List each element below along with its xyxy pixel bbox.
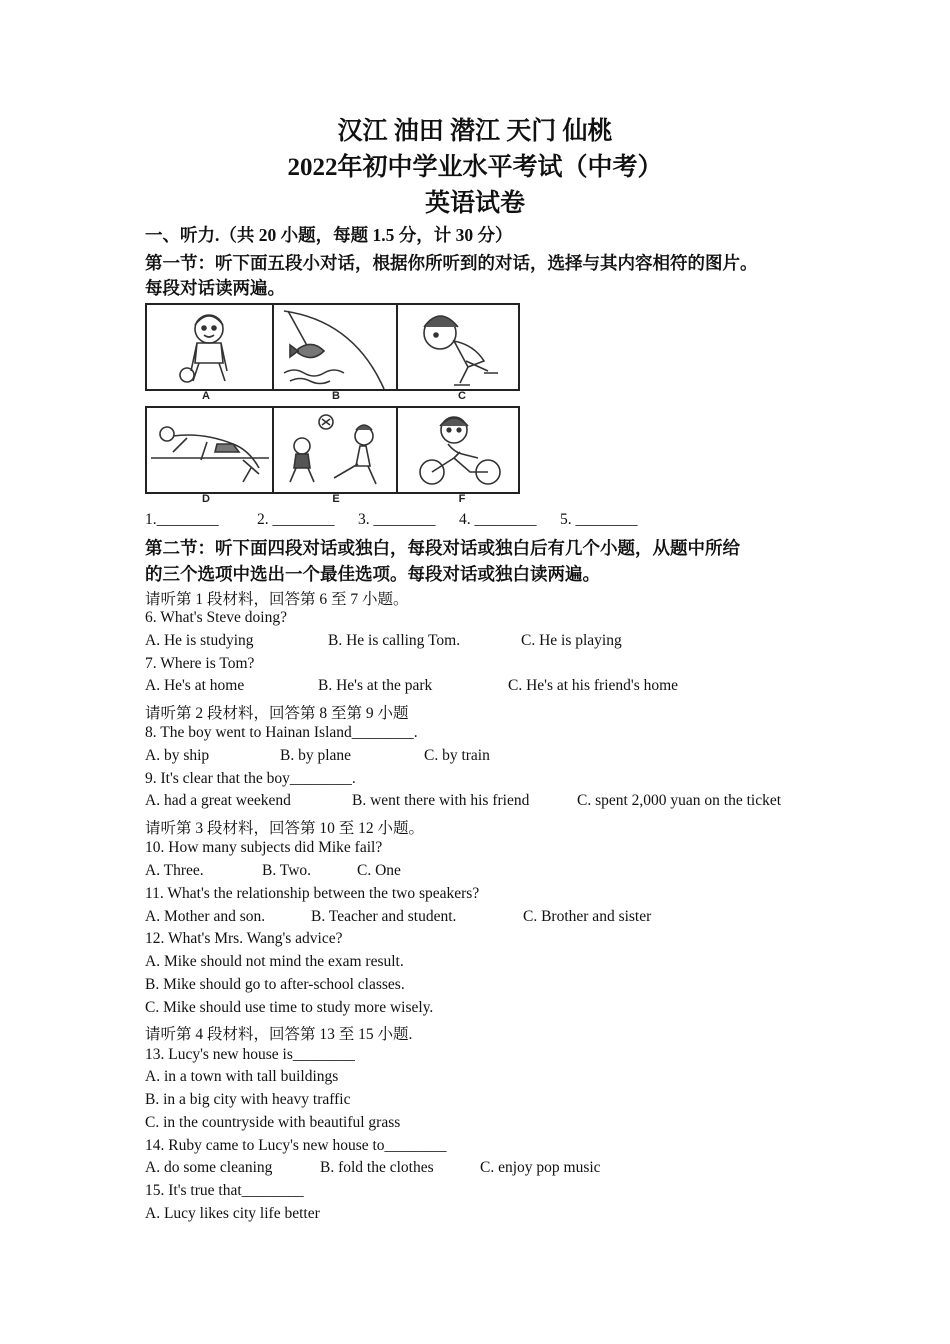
q8-option-b: B. by plane <box>280 747 352 764</box>
basketball-boy-icon <box>147 305 272 389</box>
q7-option-a: A. He's at home <box>145 677 245 694</box>
q7-option-b: B. He's at the park <box>318 677 433 694</box>
q9-option-b: B. went there with his friend <box>352 792 530 809</box>
q9-option-a: A. had a great weekend <box>145 792 291 809</box>
question-8: 8. The boy went to Hainan Island________. <box>145 724 418 741</box>
q6-option-b: B. He is calling Tom. <box>328 632 461 649</box>
picture-row-top <box>145 303 520 391</box>
q9-option-c: C. spent 2,000 yuan on the ticket <box>577 792 782 809</box>
question-14: 14. Ruby came to Lucy's new house to________ <box>145 1137 447 1154</box>
section1-instruction-line1: 第一节：听下面五段小对话，根据你所听到的对话，选择与其内容相符的图片。 <box>145 253 758 273</box>
picture-label-c: C <box>458 390 466 402</box>
q14-option-a: A. do some cleaning <box>145 1159 273 1176</box>
picture-label-a: A <box>202 390 210 402</box>
q11-option-b: B. Teacher and student. <box>311 908 457 925</box>
exam-region-title: 汉江 油田 潜江 天门 仙桃 <box>337 118 613 145</box>
part-title: 一、听力.（共 20 小题，每题 1.5 分，计 30 分） <box>145 225 513 245</box>
q14-option-b: B. fold the clothes <box>320 1159 434 1176</box>
question-7: 7. Where is Tom? <box>145 655 255 672</box>
q12-option-b: B. Mike should go to after-school classes. <box>145 976 405 993</box>
q6-option-c: C. He is playing <box>521 632 622 649</box>
picture-f <box>398 408 518 492</box>
skating-girl-icon <box>398 305 516 389</box>
material-1-instruction: 请听第 1 段材料，回答第 6 至 7 小题。 <box>145 591 409 608</box>
question-15: 15. It's true that________ <box>145 1182 304 1199</box>
cycling-girl-icon <box>398 408 516 492</box>
section2-instruction-line2: 的三个选项中选出一个最佳选项。每段对话或独白读两遍。 <box>145 564 600 584</box>
q10-option-c: C. One <box>357 862 401 879</box>
q11-option-a: A. Mother and son. <box>145 908 266 925</box>
q12-option-c: C. Mike should use time to study more wisely. <box>145 999 434 1016</box>
q15-option-a: A. Lucy likes city life better <box>145 1205 320 1222</box>
section2-instruction-line1: 第二节：听下面四段对话或独白，每段对话或独白后有几个小题，从题中所给 <box>145 538 740 558</box>
material-4-instruction: 请听第 4 段材料，回答第 13 至 15 小题. <box>145 1026 413 1043</box>
material-2-instruction: 请听第 2 段材料，回答第 8 至第 9 小题 <box>145 705 409 722</box>
q8-option-a: A. by ship <box>145 747 210 764</box>
q12-option-a: A. Mike should not mind the exam result. <box>145 953 404 970</box>
answer-blank-3: 3. ________ <box>358 511 436 528</box>
question-13: 13. Lucy's new house is________ <box>145 1046 355 1063</box>
picture-e <box>274 408 398 492</box>
q10-option-a: A. Three. <box>145 862 204 879</box>
picture-label-e: E <box>332 493 340 505</box>
q6-option-a: A. He is studying <box>145 632 254 649</box>
q10-option-b: B. Two. <box>262 862 312 879</box>
question-11: 11. What's the relationship between the two speakers? <box>145 885 480 902</box>
q11-option-c: C. Brother and sister <box>523 908 652 925</box>
picture-c <box>398 305 518 389</box>
picture-d <box>147 408 274 492</box>
soccer-kids-icon <box>274 408 396 492</box>
section1-instruction-line2: 每段对话读两遍。 <box>145 278 285 298</box>
exam-subject: 英语试卷 <box>424 190 525 217</box>
high-jump-icon <box>147 408 272 492</box>
q13-option-b: B. in a big city with heavy traffic <box>145 1091 351 1108</box>
answer-blank-1: 1.________ <box>145 511 219 528</box>
fishing-icon <box>274 305 396 389</box>
material-3-instruction: 请听第 3 段材料，回答第 10 至 12 小题。 <box>145 820 425 837</box>
answer-blank-5: 5. ________ <box>560 511 638 528</box>
q13-option-a: A. in a town with tall buildings <box>145 1068 339 1085</box>
question-10: 10. How many subjects did Mike fail? <box>145 839 383 856</box>
answer-blank-2: 2. ________ <box>257 511 335 528</box>
q13-option-c: C. in the countryside with beautiful grass <box>145 1114 401 1131</box>
q8-option-c: C. by train <box>424 747 490 764</box>
picture-a <box>147 305 274 389</box>
question-9: 9. It's clear that the boy________. <box>145 770 356 787</box>
exam-title: 2022年初中学业水平考试（中考） <box>287 154 663 181</box>
question-6: 6. What's Steve doing? <box>145 609 287 626</box>
picture-b <box>274 305 398 389</box>
picture-label-d: D <box>202 493 210 505</box>
picture-label-b: B <box>332 390 340 402</box>
q7-option-c: C. He's at his friend's home <box>508 677 679 694</box>
answer-blank-4: 4. ________ <box>459 511 537 528</box>
picture-label-f: F <box>458 493 466 505</box>
question-12: 12. What's Mrs. Wang's advice? <box>145 930 343 947</box>
q14-option-c: C. enjoy pop music <box>480 1159 601 1176</box>
picture-row-bottom <box>145 406 520 494</box>
